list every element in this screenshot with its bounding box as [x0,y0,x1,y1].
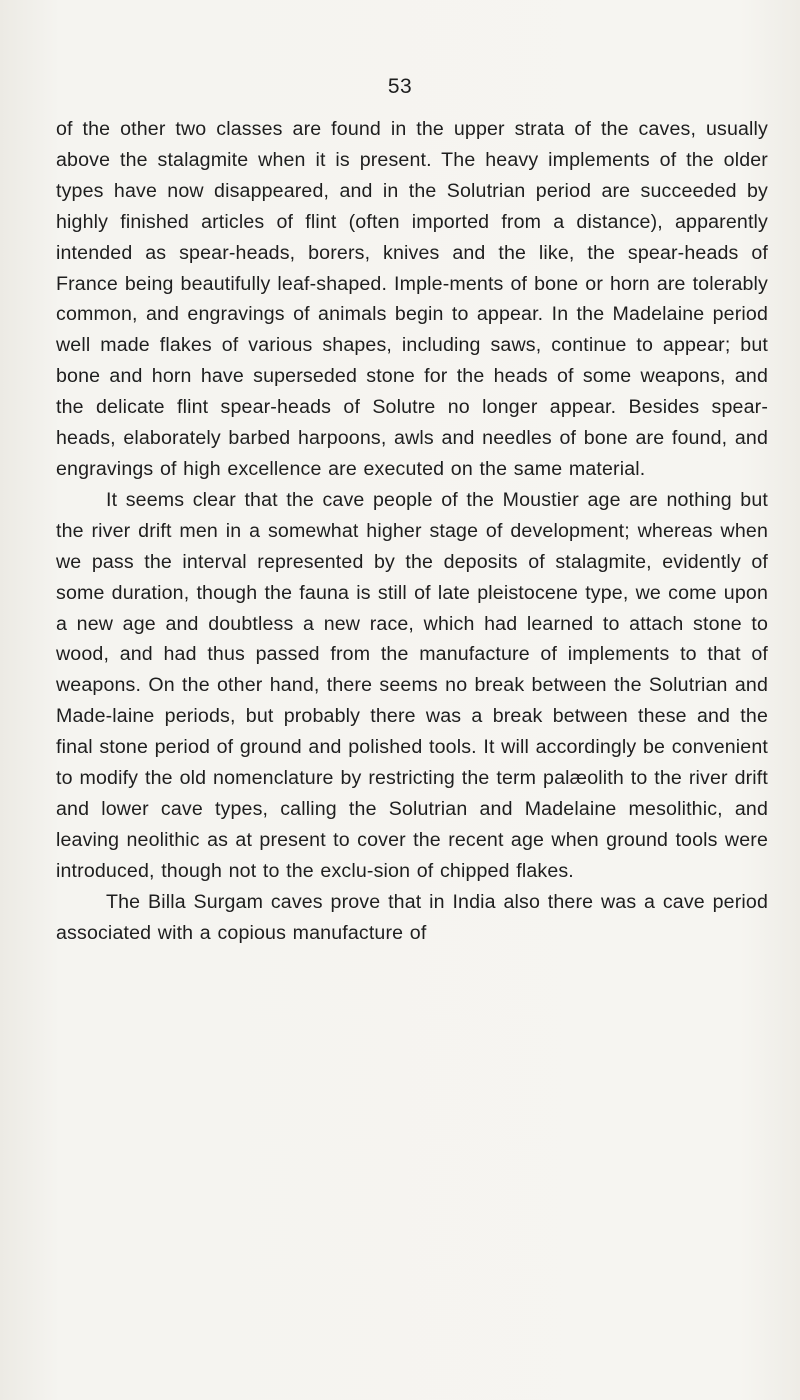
paragraph-2: It seems clear that the cave people of the Moustier age are nothing but the river drift men in a somewhat higher stage of development; whereas when we pass the interval represented by the deposits of stalagmite, evidently of some duration, though the fauna is still of late pleistocene type, we come upon a new age and doubtless a new race, which had learned to attach stone to wood, and had thus passed from the manufacture of implements to that of weapons. On the other hand, there seems no break between the Solutrian and Made-laine periods, but probably there was a break between these and the final stone period of ground and polished tools. It will accordingly be convenient to modify the old nomenclature by restricting the term palæolith to the river drift and lower cave types, calling the Solutrian and Madelaine mesolithic, and leaving neolithic as at present to cover the recent age when ground tools were introduced, though not to the exclu-sion of chipped flakes. [56,488,768,882]
paragraph-3: The Billa Surgam caves prove that in India also there was a cave period associated with a copious manufacture of [56,890,768,944]
paragraph-1: of the other two classes are found in the upper strata of the caves, usually above the stalagmite when it is present. The heavy implements of the older types have now disappeared, and in the Solutrian period are succeeded by highly finished articles of flint (often imported from a distance), apparently intended as spear-heads, borers, knives and the like, the spear-heads of France being beautifully leaf-shaped. Imple-ments of bone or horn are tolerably common, and engravings of animals begin to appear. In the Madelaine period well made flakes of various shapes, including saws, continue to appear; but bone and horn have superseded stone for the heads of some weapons, and the delicate flint spear-heads of Solutre no longer appear. Besides spear-heads, elaborately barbed harpoons, awls and needles of bone are found, and engravings of high excellence are executed on the same material. [56,118,768,480]
body-text [56,114,768,948]
page-number: 53 [387,75,413,98]
